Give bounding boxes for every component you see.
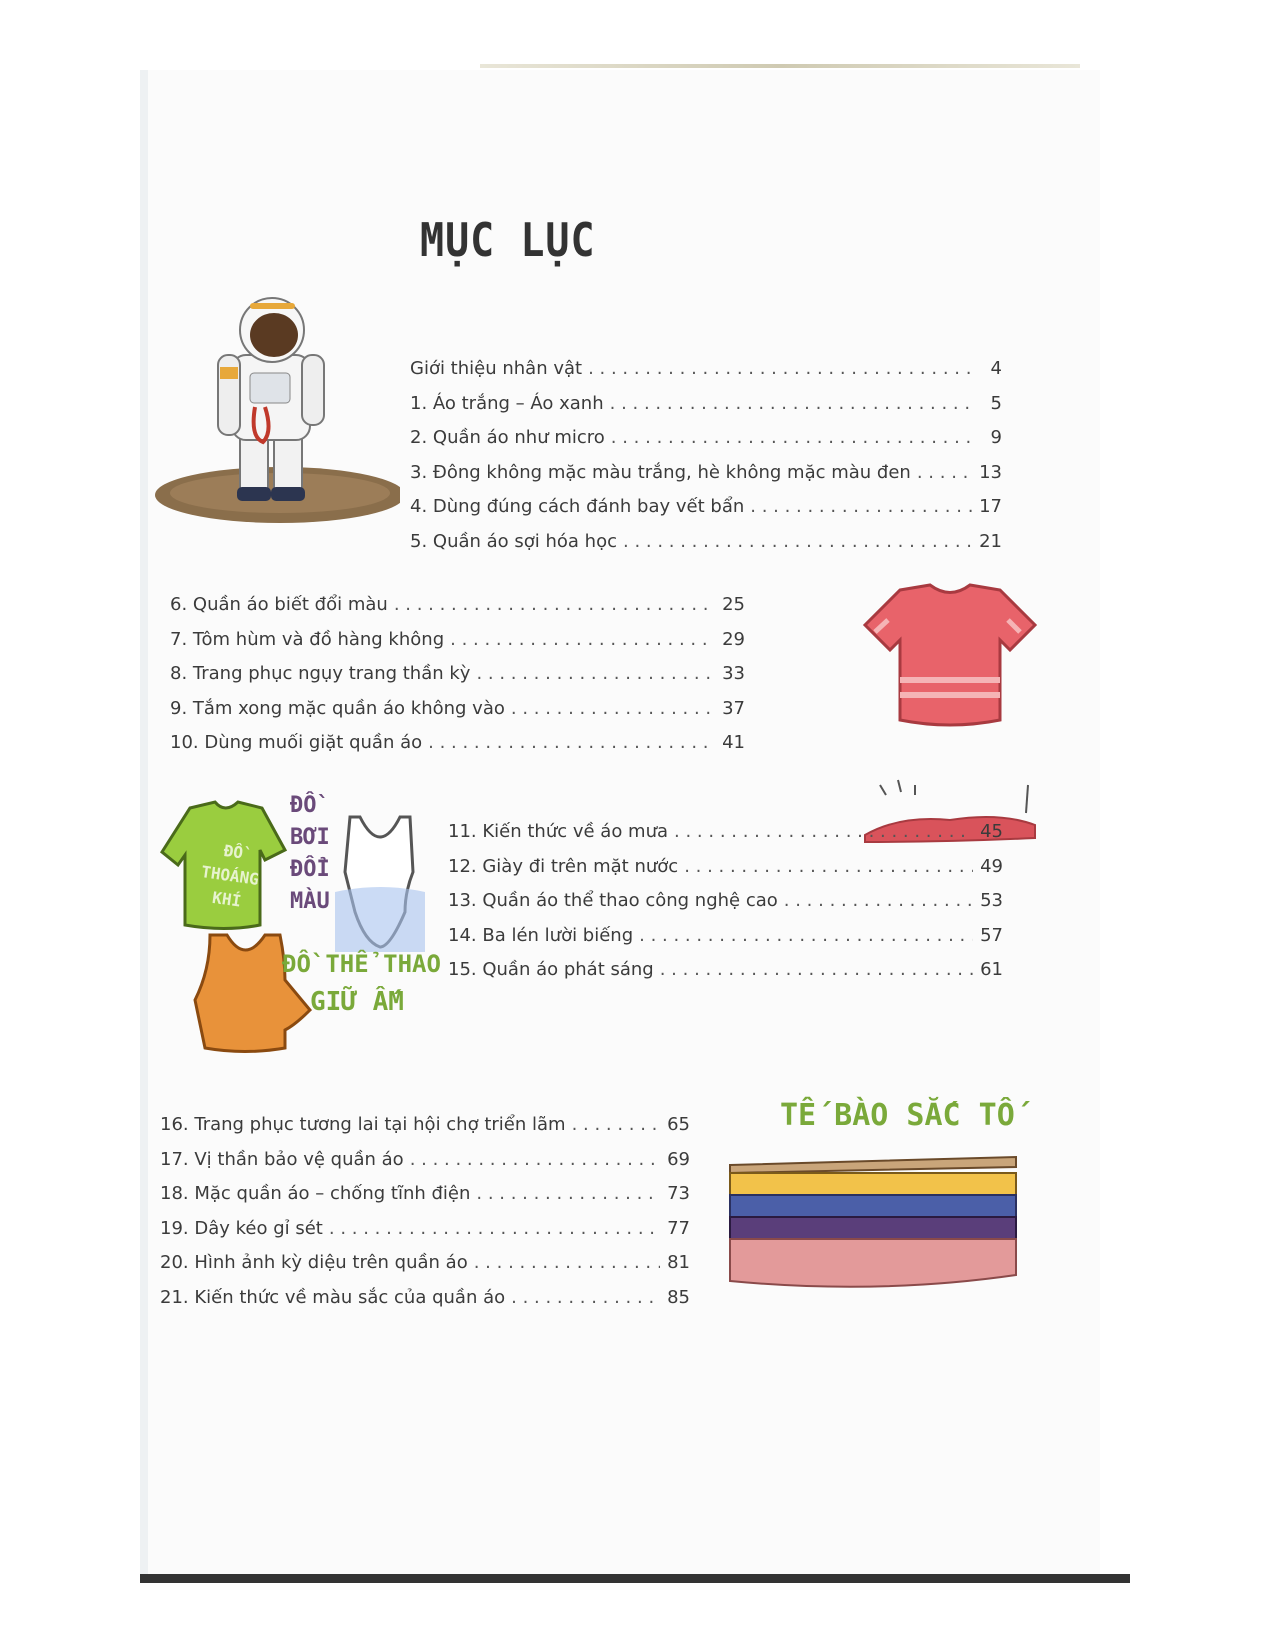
toc-entry-title: 1. Áo trắng – Áo xanh: [410, 392, 604, 414]
pigment-cells-label: TẾ BÀO SẮC TỐ: [780, 1098, 1015, 1133]
toc-entry-page: 73: [667, 1183, 690, 1204]
sportswear-label-line: GIỮ ẤM: [310, 987, 404, 1017]
toc-entry-page: 5: [990, 392, 1002, 414]
toc-section-2: [170, 588, 745, 761]
toc-entry[interactable]: [160, 1177, 690, 1212]
toc-leader-dots: [588, 352, 972, 386]
toc-entry[interactable]: [410, 456, 1002, 491]
toc-entry-page: 4: [990, 358, 1002, 379]
toc-entry-page: 37: [722, 697, 745, 719]
toc-entry-title: Giới thiệu nhân vật: [410, 358, 583, 379]
toc-entry[interactable]: [160, 1143, 690, 1178]
toc-leader-dots: [476, 657, 715, 691]
toc-entry[interactable]: [448, 850, 1003, 885]
page-title: MỤC LỤC: [420, 214, 596, 268]
toc-entry-page: 17: [979, 496, 1002, 517]
swimsuit-label-line: ĐỒ: [290, 793, 317, 818]
toc-entry-title: 9. Tắm xong mặc quần áo không vào: [170, 697, 505, 719]
toc-entry[interactable]: [448, 815, 1003, 850]
toc-entry-title: 16. Trang phục tương lai tại hội chợ triển lãm: [160, 1114, 566, 1135]
toc-entry-title: 2. Quần áo như micro: [410, 427, 605, 448]
breathable-label-line: ĐỒ: [222, 840, 245, 863]
toc-leader-dots: [474, 1246, 660, 1280]
toc-leader-dots: [428, 726, 715, 760]
toc-leader-dots: [623, 525, 972, 559]
toc-leader-dots: [511, 692, 715, 726]
toc-entry-page: 81: [667, 1252, 690, 1273]
toc-entry-title: 13. Quần áo thể thao công nghệ cao: [448, 890, 778, 911]
toc-leader-dots: [660, 953, 973, 987]
toc-entry-page: 13: [979, 461, 1002, 483]
toc-leader-dots: [610, 387, 972, 421]
toc-entry[interactable]: [160, 1246, 690, 1281]
toc-entry[interactable]: [160, 1108, 690, 1143]
red-shirt-illustration: [860, 580, 1040, 850]
toc-leader-dots: [639, 919, 973, 953]
toc-entry-page: 21: [979, 530, 1002, 552]
toc-entry[interactable]: [448, 953, 1003, 988]
toc-entry-title: 10. Dùng muối giặt quần áo: [170, 732, 423, 753]
toc-leader-dots: [476, 1177, 660, 1211]
pigment-cells-illustration: [728, 1155, 1018, 1295]
bottom-rule: [140, 1574, 1130, 1583]
toc-section-3: [448, 815, 1003, 988]
toc-entry-page: 85: [667, 1286, 690, 1308]
toc-entry[interactable]: [410, 490, 1002, 525]
toc-entry[interactable]: [170, 692, 745, 727]
toc-entry[interactable]: [410, 352, 1002, 387]
toc-entry-title: 4. Dùng đúng cách đánh bay vết bẩn: [410, 496, 745, 517]
astronaut-illustration: [150, 295, 400, 535]
toc-entry[interactable]: [160, 1212, 690, 1247]
toc-entry-page: 61: [980, 959, 1003, 980]
toc-entry-title: 7. Tôm hùm và đồ hàng không: [170, 628, 445, 650]
toc-leader-dots: [450, 623, 715, 657]
toc-leader-dots: [917, 456, 972, 490]
toc-section-1: [410, 352, 1002, 559]
toc-entry-page: 49: [980, 855, 1003, 877]
toc-entry-title: 19. Dây kéo gỉ sét: [160, 1217, 323, 1239]
toc-leader-dots: [410, 1143, 660, 1177]
color-changing-swimsuit-label: [290, 790, 330, 918]
warm-sportswear-label: [282, 945, 441, 1021]
toc-leader-dots: [611, 421, 972, 455]
toc-entry-page: 33: [722, 663, 745, 684]
toc-entry[interactable]: [448, 919, 1003, 954]
toc-entry-page: 53: [980, 890, 1003, 911]
toc-entry-page: 57: [980, 924, 1003, 946]
toc-entry[interactable]: [410, 387, 1002, 422]
toc-entry-page: 41: [722, 732, 745, 753]
toc-entry[interactable]: [170, 657, 745, 692]
toc-section-4: [160, 1108, 690, 1315]
toc-entry-page: 69: [667, 1148, 690, 1170]
toc-leader-dots: [750, 490, 972, 524]
top-rule: [480, 64, 1080, 68]
toc-entry-title: 14. Ba lén lười biếng: [448, 924, 634, 946]
toc-entry[interactable]: [170, 726, 745, 761]
toc-leader-dots: [784, 884, 973, 918]
toc-entry[interactable]: [410, 421, 1002, 456]
toc-leader-dots: [572, 1108, 660, 1142]
swimsuit-label-line: ĐỔI: [290, 857, 330, 882]
toc-entry-title: 3. Đông không mặc màu trắng, hè không mặc màu đen: [410, 461, 911, 483]
breathable-label-line: KHÍ: [211, 887, 243, 911]
toc-entry[interactable]: [170, 623, 745, 658]
toc-entry-page: 25: [722, 594, 745, 615]
toc-leader-dots: [329, 1212, 660, 1246]
swimsuit-label-line: MÀU: [290, 889, 330, 914]
toc-entry-title: 5. Quần áo sợi hóa học: [410, 530, 617, 552]
toc-entry[interactable]: [410, 525, 1002, 560]
toc-entry-page: 77: [667, 1217, 690, 1239]
breathable-label: [185, 835, 274, 917]
toc-entry[interactable]: [448, 884, 1003, 919]
swimsuit-illustration: [335, 812, 425, 952]
toc-leader-dots: [394, 588, 715, 622]
toc-entry[interactable]: [160, 1281, 690, 1316]
toc-entry-page: 9: [990, 427, 1002, 448]
toc-entry-title: 8. Trang phục ngụy trang thần kỳ: [170, 663, 471, 684]
toc-leader-dots: [674, 815, 973, 849]
toc-entry-title: 21. Kiến thức về màu sắc của quần áo: [160, 1286, 506, 1308]
toc-entry-title: 17. Vị thần bảo vệ quần áo: [160, 1148, 404, 1170]
toc-entry-title: 15. Quần áo phát sáng: [448, 959, 654, 980]
toc-leader-dots: [684, 850, 973, 884]
toc-entry-page: 29: [722, 628, 745, 650]
toc-entry-page: 65: [667, 1114, 690, 1135]
toc-entry-title: 6. Quần áo biết đổi màu: [170, 594, 388, 615]
toc-entry-title: 20. Hình ảnh kỳ diệu trên quần áo: [160, 1252, 468, 1273]
toc-entry-title: 11. Kiến thức về áo mưa: [448, 821, 669, 842]
toc-entry-page: 45: [980, 821, 1003, 842]
toc-entry-title: 12. Giày đi trên mặt nước: [448, 855, 679, 877]
sportswear-label-line: ĐỒ THỂ THAO: [282, 950, 441, 978]
toc-entry-title: 18. Mặc quần áo – chống tĩnh điện: [160, 1183, 471, 1204]
toc-entry[interactable]: [170, 588, 745, 623]
breathable-label-line: THOÁNG: [200, 862, 261, 889]
swimsuit-label-line: BƠI: [290, 825, 330, 850]
toc-leader-dots: [511, 1281, 660, 1315]
